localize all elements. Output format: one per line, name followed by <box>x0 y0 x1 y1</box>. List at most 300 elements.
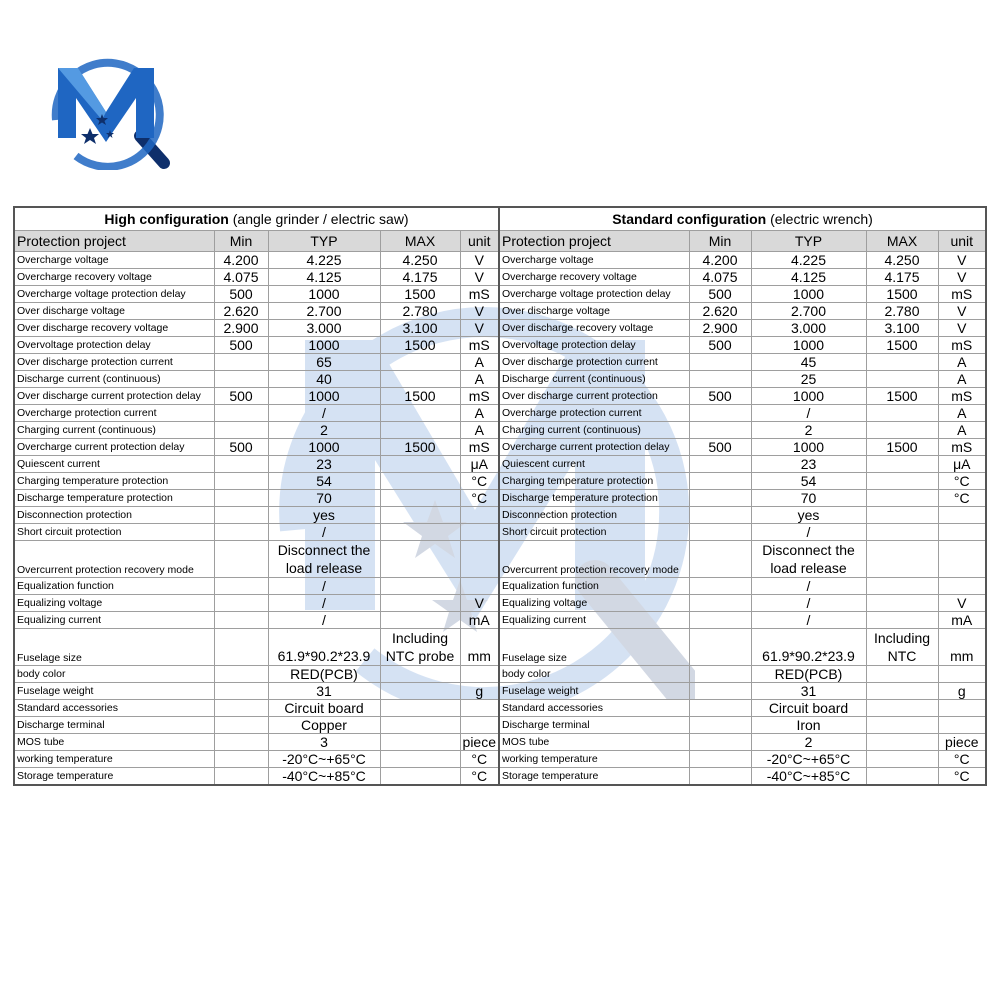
row-label: Overcharge protection current <box>499 405 689 422</box>
cell-max: 4.175 <box>866 269 938 286</box>
table-header-row <box>499 231 986 252</box>
cell-unit <box>460 666 499 683</box>
cell-min <box>214 751 268 768</box>
cell-unit <box>460 700 499 717</box>
table-title-note: (electric wrench) <box>766 210 873 227</box>
cell-min <box>214 734 268 751</box>
cell-typ: 25 <box>751 371 866 388</box>
row-label: Fuselage weight <box>499 683 689 700</box>
row-label: Standard accessories <box>499 700 689 717</box>
row-label: Fuselage size <box>499 629 689 666</box>
cell-min <box>689 422 751 439</box>
cell-max <box>866 768 938 786</box>
table-row <box>14 286 499 303</box>
cell-min <box>214 456 268 473</box>
table-row <box>14 422 499 439</box>
cell-typ: 45 <box>751 354 866 371</box>
cell-typ: RED(PCB) <box>751 666 866 683</box>
header-project: Protection project <box>499 231 689 252</box>
cell-typ: yes <box>268 507 380 524</box>
table-row <box>499 768 986 786</box>
cell-unit: mS <box>938 286 986 303</box>
cell-unit: °C <box>938 473 986 490</box>
cell-typ: Disconnect the load release <box>751 541 866 578</box>
table-row <box>499 439 986 456</box>
cell-max <box>866 734 938 751</box>
cell-typ: Disconnect the load release <box>268 541 380 578</box>
cell-typ: 2 <box>268 422 380 439</box>
cell-max <box>866 473 938 490</box>
cell-unit <box>460 578 499 595</box>
cell-unit: mS <box>938 439 986 456</box>
row-label: Discharge temperature protection <box>14 490 214 507</box>
row-label: Equalizing voltage <box>499 595 689 612</box>
table-row <box>14 700 499 717</box>
cell-min <box>214 666 268 683</box>
cell-max <box>380 507 460 524</box>
table-row <box>14 507 499 524</box>
cell-max: 2.780 <box>866 303 938 320</box>
table-row <box>14 612 499 629</box>
row-label: Overcharge recovery voltage <box>14 269 214 286</box>
cell-unit: V <box>938 320 986 337</box>
cell-min <box>689 354 751 371</box>
row-label: working temperature <box>499 751 689 768</box>
header-typ: TYP <box>751 231 866 252</box>
header-min: Min <box>689 231 751 252</box>
row-label: Charging current (continuous) <box>499 422 689 439</box>
row-label: Disconnection protection <box>14 507 214 524</box>
cell-typ: Iron <box>751 717 866 734</box>
cell-unit: mS <box>460 388 499 405</box>
row-label: body color <box>499 666 689 683</box>
cell-min <box>214 595 268 612</box>
cell-max: Including NTC probe <box>380 629 460 666</box>
cell-max: 2.780 <box>380 303 460 320</box>
row-label: Fuselage weight <box>14 683 214 700</box>
row-label: Discharge terminal <box>14 717 214 734</box>
cell-min: 2.620 <box>214 303 268 320</box>
cell-unit: A <box>460 422 499 439</box>
cell-min <box>214 524 268 541</box>
cell-unit: V <box>938 252 986 269</box>
cell-min <box>689 751 751 768</box>
cell-max <box>380 683 460 700</box>
cell-max <box>866 456 938 473</box>
row-label: Storage temperature <box>499 768 689 786</box>
cell-unit: A <box>460 371 499 388</box>
cell-unit: A <box>460 354 499 371</box>
header-unit: unit <box>460 231 499 252</box>
cell-max <box>380 768 460 786</box>
cell-max <box>380 734 460 751</box>
table-row <box>499 354 986 371</box>
cell-unit: g <box>460 683 499 700</box>
table-row <box>499 629 986 666</box>
cell-unit: V <box>460 269 499 286</box>
cell-max: 1500 <box>380 439 460 456</box>
table-title <box>14 207 499 231</box>
table-row <box>499 473 986 490</box>
cell-typ: -20°C~+65°C <box>268 751 380 768</box>
cell-typ: 1000 <box>751 439 866 456</box>
cell-typ: / <box>751 578 866 595</box>
row-label: Overcurrent protection recovery mode <box>499 541 689 578</box>
cell-min <box>214 354 268 371</box>
table-row <box>14 320 499 337</box>
cell-min <box>689 541 751 578</box>
cell-typ: / <box>268 524 380 541</box>
row-label: Over discharge current protection delay <box>14 388 214 405</box>
cell-min: 4.075 <box>689 269 751 286</box>
row-label: Short circuit protection <box>14 524 214 541</box>
row-label: Over discharge voltage <box>14 303 214 320</box>
table-row <box>499 595 986 612</box>
row-label: Over discharge protection current <box>499 354 689 371</box>
cell-min <box>214 541 268 578</box>
cell-max: 1500 <box>866 388 938 405</box>
cell-typ: 54 <box>268 473 380 490</box>
row-label: Fuselage size <box>14 629 214 666</box>
cell-max <box>866 422 938 439</box>
cell-max <box>866 524 938 541</box>
table-row <box>14 388 499 405</box>
table-title-row <box>14 207 499 231</box>
table-row <box>499 388 986 405</box>
cell-typ: 1000 <box>751 337 866 354</box>
table-row <box>14 371 499 388</box>
cell-min <box>689 473 751 490</box>
cell-unit: mm <box>460 629 499 666</box>
table-row <box>14 751 499 768</box>
cell-unit: μA <box>938 456 986 473</box>
cell-min <box>214 405 268 422</box>
cell-max <box>380 524 460 541</box>
row-label: Charging temperature protection <box>499 473 689 490</box>
cell-typ: RED(PCB) <box>268 666 380 683</box>
table-row <box>499 524 986 541</box>
cell-unit <box>460 524 499 541</box>
row-label: Charging current (continuous) <box>14 422 214 439</box>
cell-min <box>689 490 751 507</box>
table-row <box>14 456 499 473</box>
row-label: Standard accessories <box>14 700 214 717</box>
cell-min <box>214 700 268 717</box>
cell-typ: / <box>751 524 866 541</box>
table-row <box>499 578 986 595</box>
table-row <box>499 717 986 734</box>
cell-max <box>380 490 460 507</box>
cell-min <box>214 473 268 490</box>
cell-min <box>689 405 751 422</box>
table-row <box>14 303 499 320</box>
cell-typ: 1000 <box>751 286 866 303</box>
table-row <box>14 490 499 507</box>
table-row <box>499 269 986 286</box>
cell-unit: V <box>938 303 986 320</box>
cell-min <box>214 629 268 666</box>
row-label: Overcharge voltage <box>499 252 689 269</box>
cell-unit: piece <box>460 734 499 751</box>
row-label: Equalization function <box>14 578 214 595</box>
table-row <box>499 612 986 629</box>
cell-min <box>689 683 751 700</box>
row-label: Storage temperature <box>14 768 214 786</box>
row-label: Discharge terminal <box>499 717 689 734</box>
cell-max: 3.100 <box>380 320 460 337</box>
table-row <box>499 405 986 422</box>
cell-min <box>214 422 268 439</box>
cell-max <box>866 490 938 507</box>
row-label: Over discharge recovery voltage <box>14 320 214 337</box>
cell-typ: 1000 <box>751 388 866 405</box>
cell-typ: 61.9*90.2*23.9 <box>268 629 380 666</box>
table-title-note: (angle grinder / electric saw) <box>228 210 409 227</box>
cell-typ: / <box>751 595 866 612</box>
cell-typ: -40°C~+85°C <box>751 768 866 786</box>
cell-typ: 1000 <box>268 439 380 456</box>
cell-unit: mA <box>938 612 986 629</box>
table-row <box>14 439 499 456</box>
cell-typ: 4.125 <box>751 269 866 286</box>
table-row <box>14 683 499 700</box>
cell-min <box>689 666 751 683</box>
cell-min: 500 <box>214 439 268 456</box>
table-row <box>499 337 986 354</box>
table-row <box>14 405 499 422</box>
cell-unit <box>460 541 499 578</box>
cell-min: 4.075 <box>214 269 268 286</box>
cell-min <box>689 700 751 717</box>
table-row <box>14 252 499 269</box>
cell-unit: V <box>460 320 499 337</box>
cell-typ: / <box>751 612 866 629</box>
cell-unit: V <box>938 269 986 286</box>
cell-max <box>380 405 460 422</box>
cell-max <box>866 751 938 768</box>
cell-unit: °C <box>938 768 986 786</box>
table-row <box>14 473 499 490</box>
cell-max <box>380 666 460 683</box>
cell-typ: Circuit board <box>751 700 866 717</box>
cell-unit: °C <box>460 768 499 786</box>
table-row <box>499 666 986 683</box>
cell-unit <box>460 507 499 524</box>
table-row <box>499 507 986 524</box>
row-label: Over discharge protection current <box>14 354 214 371</box>
cell-unit <box>938 717 986 734</box>
cell-typ: / <box>268 578 380 595</box>
cell-typ: 4.225 <box>268 252 380 269</box>
header-max: MAX <box>866 231 938 252</box>
cell-min <box>214 507 268 524</box>
row-label: Overcharge voltage protection delay <box>499 286 689 303</box>
cell-min: 500 <box>214 388 268 405</box>
cell-unit: piece <box>938 734 986 751</box>
cell-min <box>214 490 268 507</box>
cell-unit <box>938 700 986 717</box>
cell-max <box>380 456 460 473</box>
cell-min: 500 <box>214 337 268 354</box>
cell-max <box>866 717 938 734</box>
header-min: Min <box>214 231 268 252</box>
cell-typ: 1000 <box>268 337 380 354</box>
row-label: Disconnection protection <box>499 507 689 524</box>
table-row <box>499 456 986 473</box>
cell-unit: °C <box>460 751 499 768</box>
cell-unit: mS <box>460 286 499 303</box>
cell-unit <box>938 578 986 595</box>
table-row <box>499 320 986 337</box>
cell-unit: mS <box>460 337 499 354</box>
row-label: Equalizing voltage <box>14 595 214 612</box>
cell-min <box>214 683 268 700</box>
cell-max: 4.250 <box>866 252 938 269</box>
table-row <box>14 595 499 612</box>
row-label: Overcharge protection current <box>14 405 214 422</box>
cell-min <box>689 629 751 666</box>
cell-min: 500 <box>214 286 268 303</box>
row-label: Overcharge voltage <box>14 252 214 269</box>
cell-min <box>689 595 751 612</box>
cell-typ: 3.000 <box>751 320 866 337</box>
cell-min: 2.900 <box>689 320 751 337</box>
row-label: Equalizing current <box>14 612 214 629</box>
cell-typ: 23 <box>751 456 866 473</box>
table-row <box>14 734 499 751</box>
table-row <box>499 422 986 439</box>
cell-unit: g <box>938 683 986 700</box>
cell-typ: / <box>268 612 380 629</box>
cell-min <box>214 578 268 595</box>
cell-unit: V <box>460 303 499 320</box>
cell-max: 1500 <box>380 388 460 405</box>
row-label: Overcurrent protection recovery mode <box>14 541 214 578</box>
table-title-row <box>499 207 986 231</box>
row-label: Over discharge recovery voltage <box>499 320 689 337</box>
cell-typ: 2 <box>751 422 866 439</box>
cell-max <box>380 595 460 612</box>
cell-typ: 2.700 <box>751 303 866 320</box>
row-label: MOS tube <box>499 734 689 751</box>
cell-typ: 2 <box>751 734 866 751</box>
cell-min <box>214 612 268 629</box>
cell-min <box>689 507 751 524</box>
row-label: working temperature <box>14 751 214 768</box>
standard-configuration-table <box>498 206 987 786</box>
cell-unit: V <box>460 595 499 612</box>
cell-max: 1500 <box>866 286 938 303</box>
cell-typ: 61.9*90.2*23.9 <box>751 629 866 666</box>
table-row <box>14 629 499 666</box>
cell-max <box>380 371 460 388</box>
row-label: Quiescent current <box>14 456 214 473</box>
table-row <box>499 700 986 717</box>
cell-typ: / <box>268 405 380 422</box>
cell-max <box>380 578 460 595</box>
header-unit: unit <box>938 231 986 252</box>
cell-unit <box>460 717 499 734</box>
cell-min <box>689 524 751 541</box>
cell-unit: A <box>938 422 986 439</box>
table-row <box>499 490 986 507</box>
cell-unit: mS <box>938 337 986 354</box>
cell-unit: V <box>938 595 986 612</box>
row-label: Charging temperature protection <box>14 473 214 490</box>
row-label: Overvoltage protection delay <box>14 337 214 354</box>
cell-max <box>866 700 938 717</box>
cell-typ: 4.225 <box>751 252 866 269</box>
cell-max <box>866 371 938 388</box>
cell-unit: °C <box>460 473 499 490</box>
cell-max <box>380 473 460 490</box>
cell-max <box>380 354 460 371</box>
table-row <box>14 524 499 541</box>
cell-typ: 1000 <box>268 388 380 405</box>
cell-min <box>214 371 268 388</box>
cell-min <box>214 768 268 786</box>
cell-unit: mA <box>460 612 499 629</box>
row-label: Discharge temperature protection <box>499 490 689 507</box>
row-label: Over discharge voltage <box>499 303 689 320</box>
cell-unit: A <box>938 405 986 422</box>
cell-unit: mS <box>938 388 986 405</box>
row-label: Over discharge current protection <box>499 388 689 405</box>
cell-unit: mm <box>938 629 986 666</box>
cell-min <box>689 371 751 388</box>
cell-typ: -40°C~+85°C <box>268 768 380 786</box>
table-row <box>499 371 986 388</box>
cell-min: 2.620 <box>689 303 751 320</box>
cell-max <box>866 683 938 700</box>
table-row <box>14 578 499 595</box>
cell-max <box>380 717 460 734</box>
cell-unit: A <box>938 354 986 371</box>
row-label: Quiescent current <box>499 456 689 473</box>
row-label: Equalization function <box>499 578 689 595</box>
cell-typ: 54 <box>751 473 866 490</box>
table-row <box>499 734 986 751</box>
cell-max <box>866 595 938 612</box>
table-row <box>499 303 986 320</box>
cell-min <box>689 612 751 629</box>
cell-max <box>866 405 938 422</box>
cell-min: 500 <box>689 286 751 303</box>
cell-max <box>866 666 938 683</box>
table-title-bold: Standard configuration <box>612 210 767 227</box>
table-row <box>14 541 499 578</box>
row-label: MOS tube <box>14 734 214 751</box>
cell-unit: μA <box>460 456 499 473</box>
header-project: Protection project <box>14 231 214 252</box>
cell-max: 4.250 <box>380 252 460 269</box>
row-label: Discharge current (continuous) <box>499 371 689 388</box>
cell-min <box>689 734 751 751</box>
cell-unit <box>938 524 986 541</box>
cell-max <box>380 541 460 578</box>
cell-min: 500 <box>689 439 751 456</box>
cell-typ: 70 <box>751 490 866 507</box>
cell-typ: 1000 <box>268 286 380 303</box>
cell-max <box>866 354 938 371</box>
cell-min: 500 <box>689 337 751 354</box>
row-label: Overcharge current protection delay <box>499 439 689 456</box>
table-row <box>14 354 499 371</box>
cell-typ: Copper <box>268 717 380 734</box>
cell-unit <box>938 666 986 683</box>
cell-max <box>866 507 938 524</box>
cell-max: 1500 <box>866 337 938 354</box>
